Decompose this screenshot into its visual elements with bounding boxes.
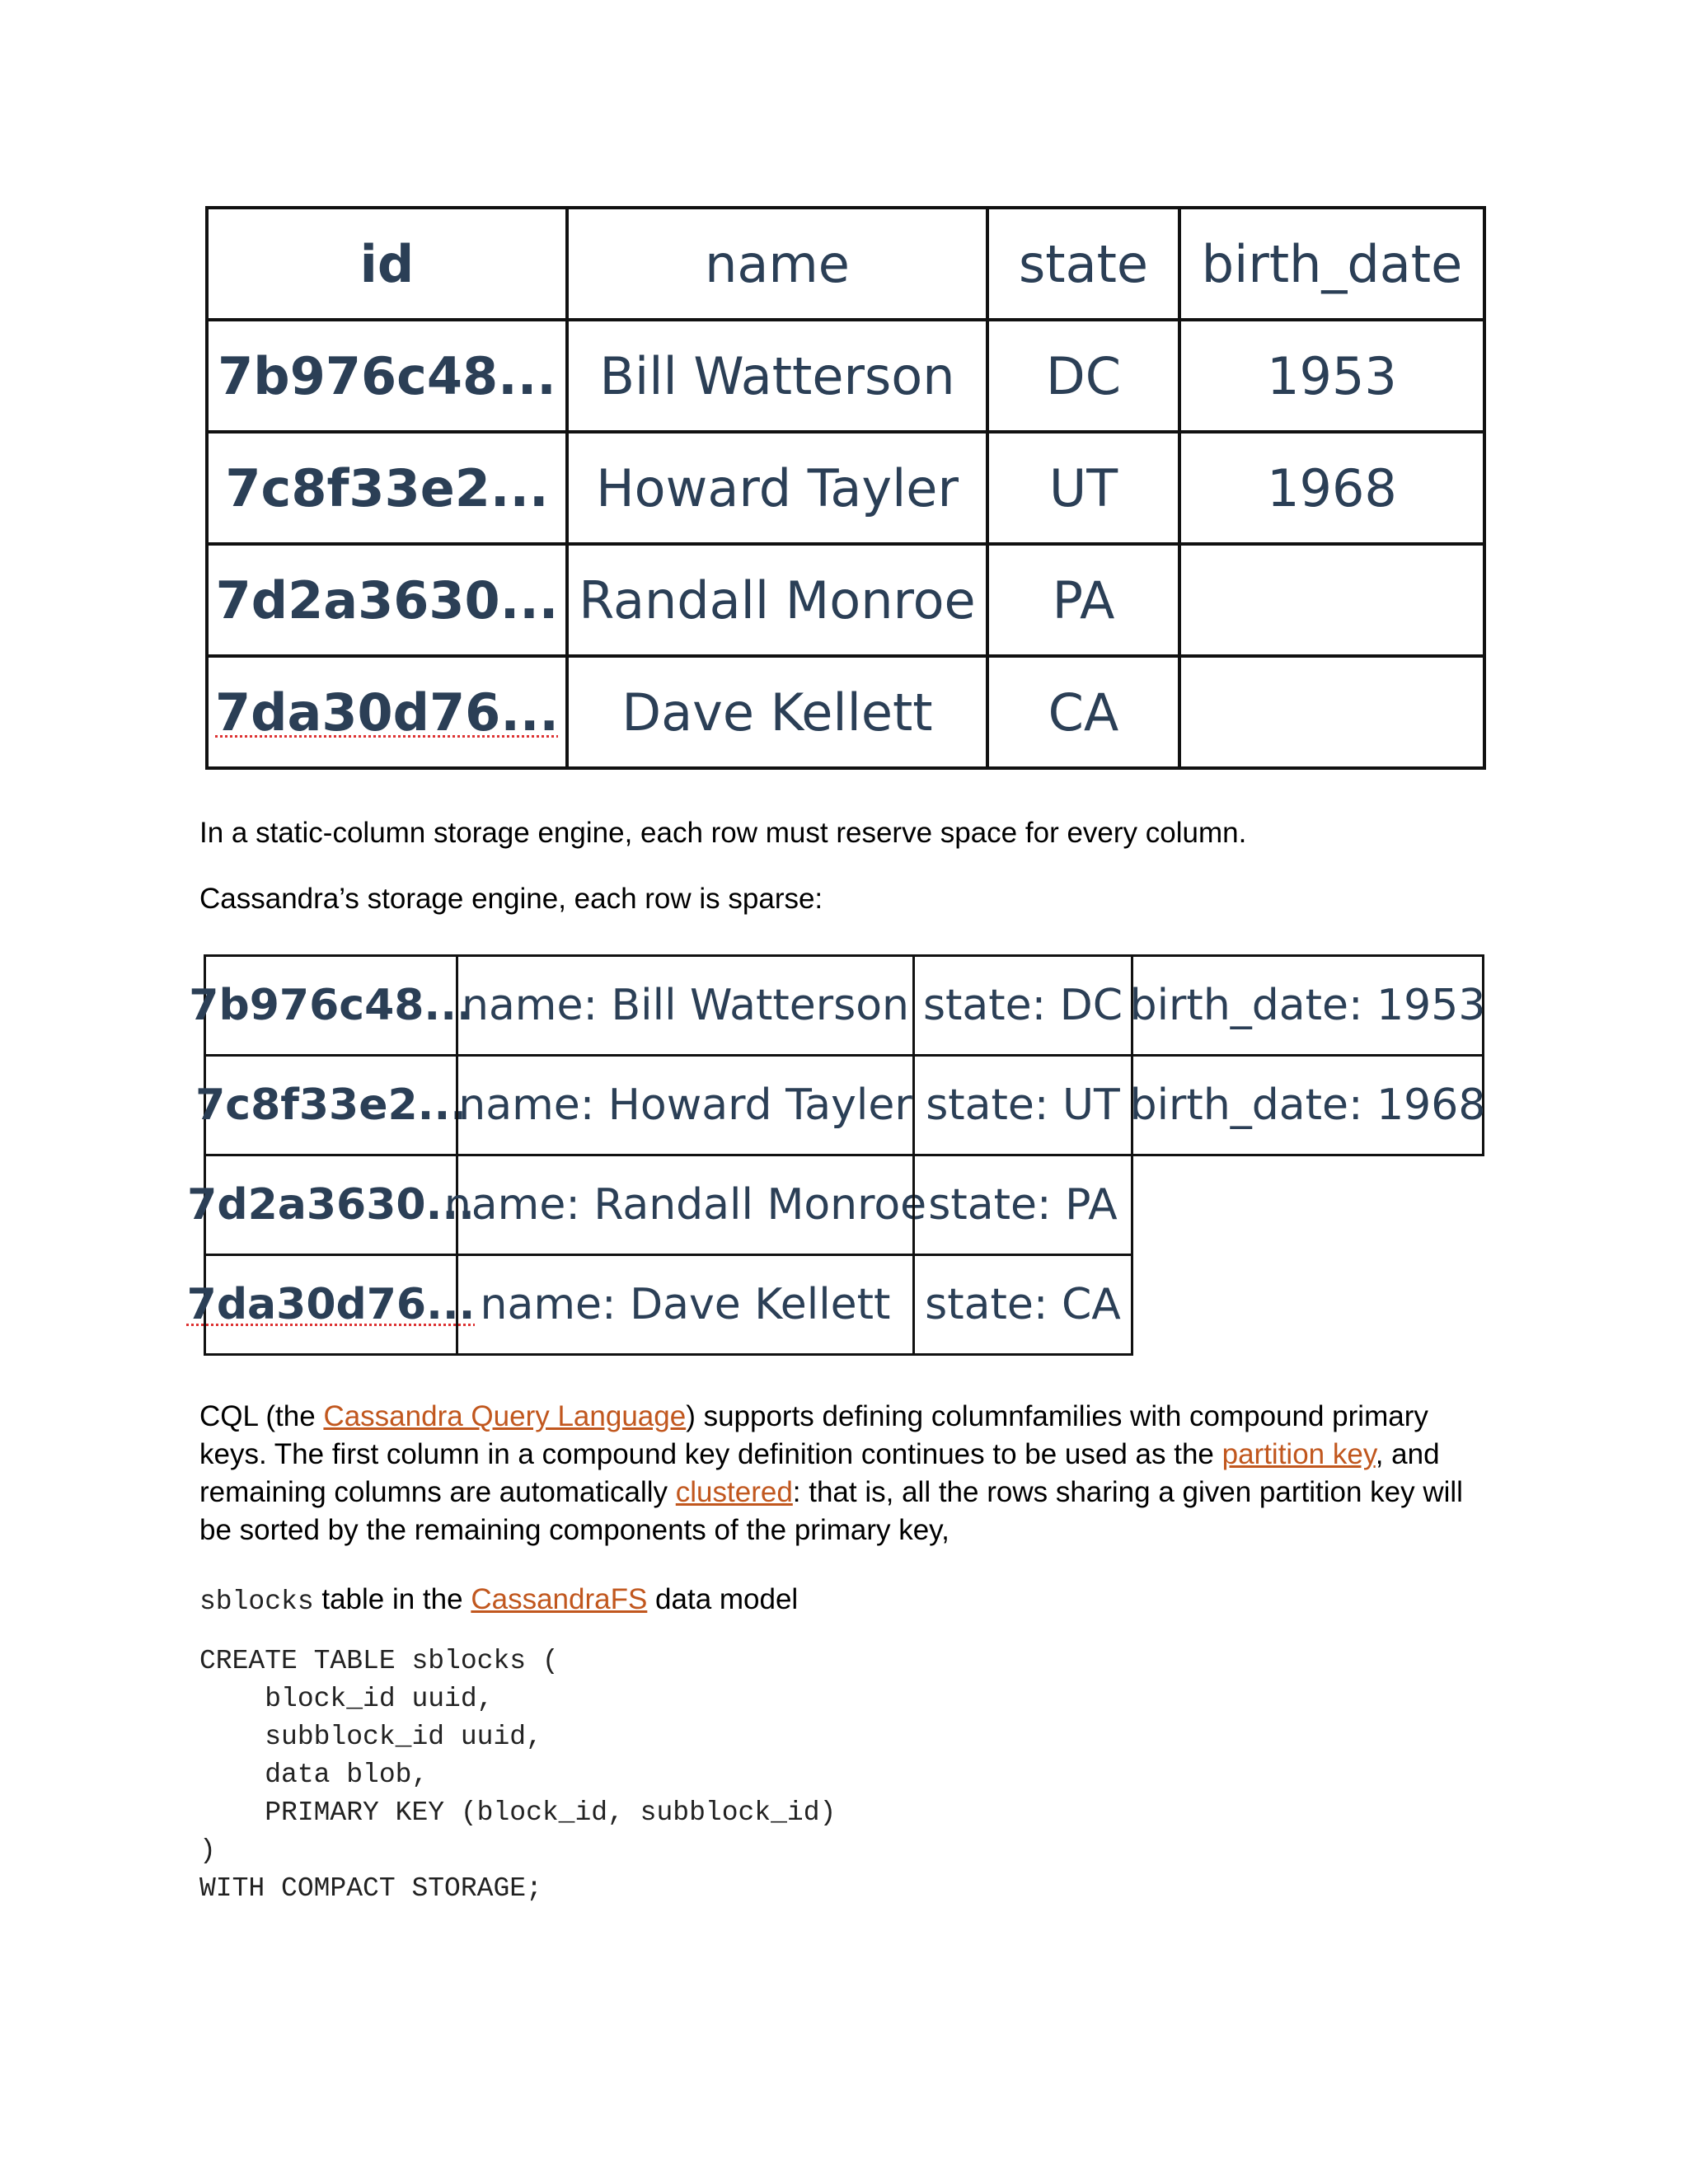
header-state: state (987, 208, 1179, 320)
cell-birth-date (1179, 656, 1484, 768)
cql-text: , and remaining columns are automatically (199, 1438, 1440, 1508)
cell-name: Randall Monroe (567, 544, 987, 656)
cell-name: name: Bill Watterson (456, 954, 915, 1057)
cell-name: name: Howard Tayler (456, 1054, 915, 1156)
cell-id: 7c8f33e2... (207, 432, 567, 544)
cell-id-text: 7da30d76... (215, 682, 559, 743)
cell-state: state: PA (912, 1154, 1133, 1256)
cell-birth-date: birth_date: 1953 (1131, 954, 1484, 1057)
static-column-table (205, 206, 1486, 770)
cql-text: ) supports defining columnfamilies with compound primary keys. The first column in a compound key definition continues to be used as the (199, 1400, 1428, 1470)
table-header-row (207, 208, 1484, 320)
static-column-paragraph: In a static-column storage engine, each row must reserve space for every column. (199, 817, 1247, 849)
cell-id: 7b976c48... (204, 954, 458, 1057)
header-id: id (207, 208, 567, 320)
table-row (207, 320, 1484, 432)
cell-name: name: Dave Kellett (456, 1254, 915, 1356)
table-row (207, 544, 1484, 656)
cassandrafs-link[interactable]: CassandraFS (471, 1583, 648, 1615)
cell-id-text: 7da30d76... (186, 1280, 476, 1329)
header-name: name (567, 208, 987, 320)
cell-birth-date: 1968 (1179, 432, 1484, 544)
cell-state: state: UT (912, 1054, 1133, 1156)
table-row (207, 432, 1484, 544)
cell-birth-date: 1953 (1179, 320, 1484, 432)
cell-id (207, 656, 567, 768)
cql-text: : that is, all the rows sharing a given partition key will be sorted by the remaining components of the primary key, (199, 1476, 1463, 1546)
cql-paragraph (199, 1398, 1493, 1549)
cell-birth-date (1179, 544, 1484, 656)
clustered-link[interactable]: clustered (675, 1476, 793, 1508)
header-birth-date: birth_date (1179, 208, 1484, 320)
cell-name: Howard Tayler (567, 432, 987, 544)
cell-state: PA (987, 544, 1179, 656)
code-block: CREATE TABLE sblocks ( block_id uuid, subblock_id uuid, data blob, PRIMARY KEY (block_id, subblock_id) ) WITH COMPACT STORAGE; (199, 1646, 837, 1904)
partition-key-link[interactable]: partition key (1221, 1438, 1376, 1470)
cell-birth-date: birth_date: 1968 (1131, 1054, 1484, 1156)
cell-name: Bill Watterson (567, 320, 987, 432)
cql-link[interactable]: Cassandra Query Language (323, 1400, 687, 1432)
cell-id: 7c8f33e2... (204, 1054, 458, 1156)
cql-text: CQL (the (199, 1400, 324, 1432)
sblocks-text: table in the (313, 1583, 471, 1615)
table-row (207, 656, 1484, 768)
sparse-row-paragraph: Cassandra’s storage engine, each row is sparse: (199, 883, 823, 915)
cell-id: 7d2a3630... (207, 544, 567, 656)
cell-state: DC (987, 320, 1179, 432)
cell-state: state: DC (912, 954, 1133, 1057)
sblocks-paragraph (199, 1581, 1493, 1621)
sblocks-code: sblocks (199, 1586, 314, 1617)
cell-name: Dave Kellett (567, 656, 987, 768)
cell-state: UT (987, 432, 1179, 544)
cell-state: state: CA (912, 1254, 1133, 1356)
sblocks-text: data model (647, 1583, 799, 1615)
cell-id: 7b976c48... (207, 320, 567, 432)
cell-name: name: Randall Monroe (456, 1154, 915, 1256)
sparse-row-table (186, 954, 1486, 1356)
cell-id (186, 1254, 476, 1356)
cell-id: 7d2a3630... (204, 1154, 458, 1256)
cell-state: CA (987, 656, 1179, 768)
